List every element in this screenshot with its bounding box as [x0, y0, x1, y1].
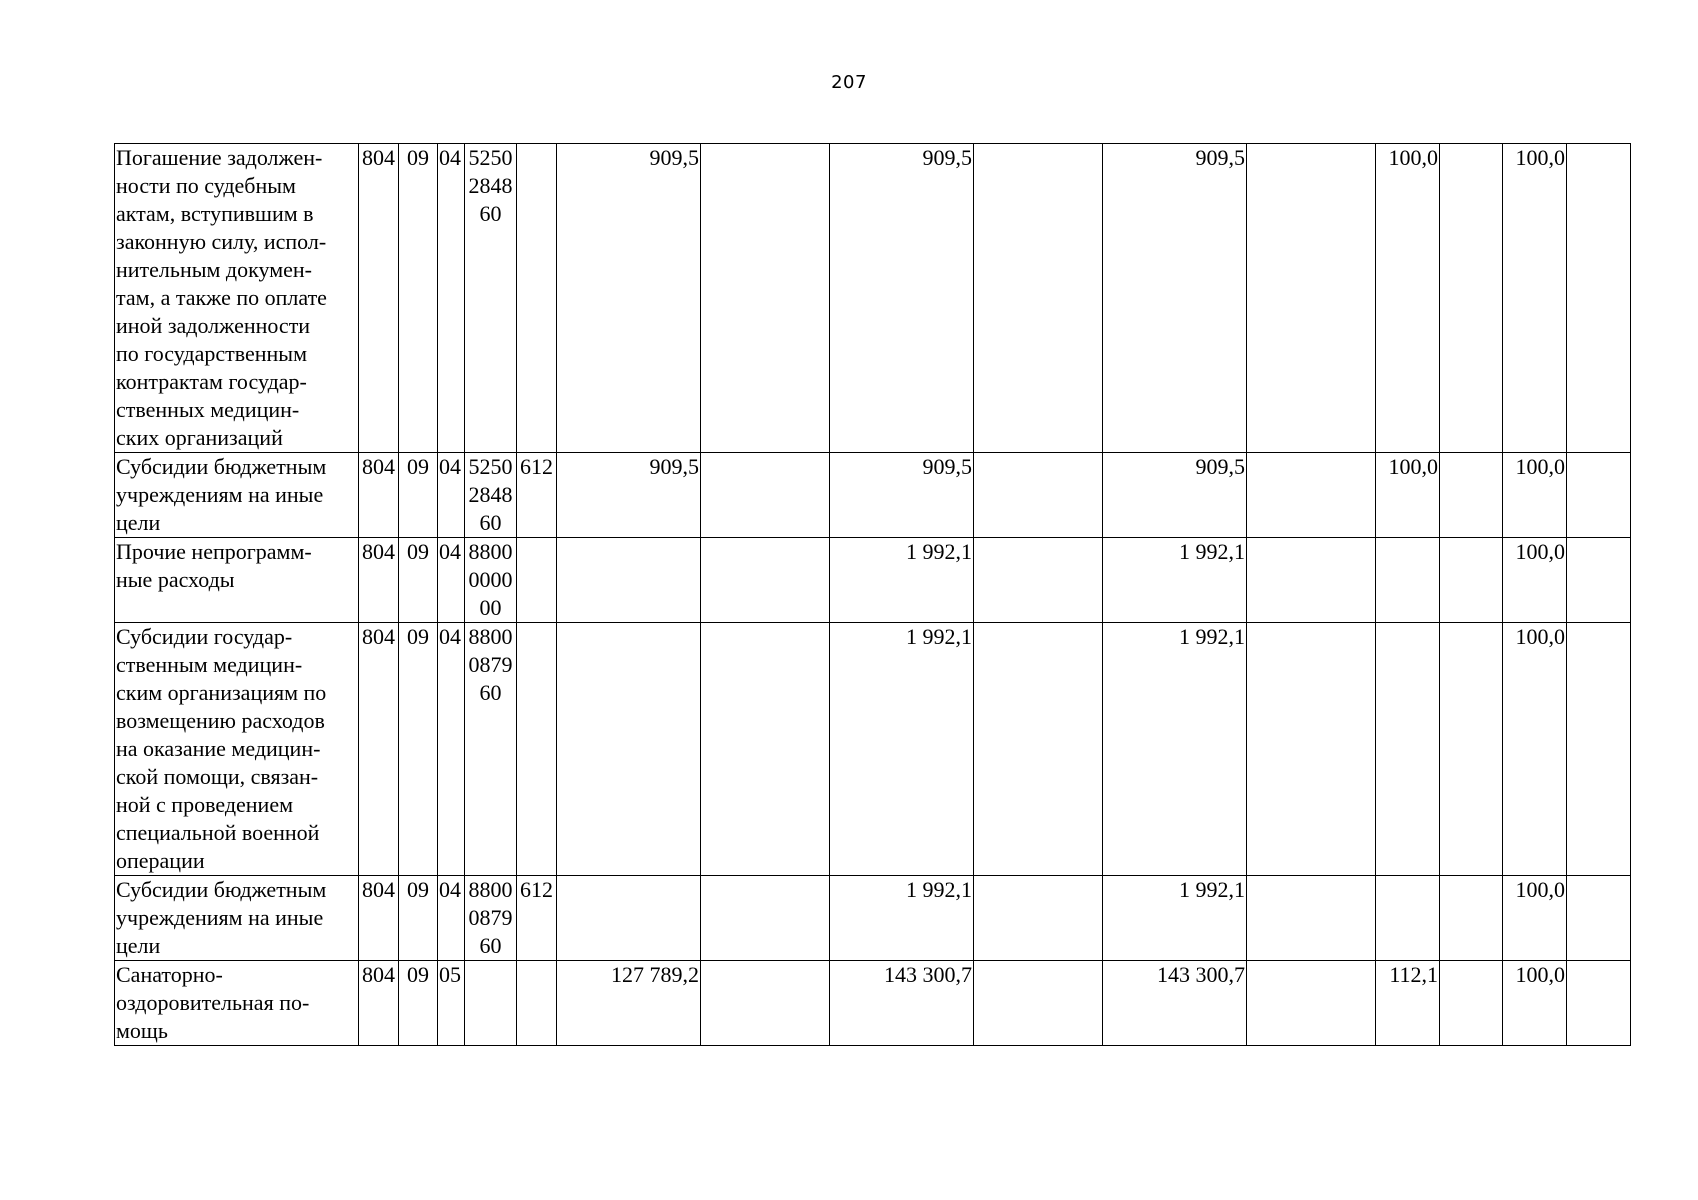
empty-cell: [1247, 453, 1376, 538]
amount-2-cell: 909,5: [830, 453, 974, 538]
expense-type-cell: 612: [517, 876, 557, 961]
subsection-code-cell: 05: [438, 961, 465, 1046]
empty-cell: [1567, 453, 1631, 538]
amount-2-cell: 1 992,1: [830, 538, 974, 623]
section-code-cell: 09: [399, 538, 438, 623]
empty-cell: [1247, 876, 1376, 961]
amount-2-cell: 909,5: [830, 144, 974, 453]
amount-3-cell: 1 992,1: [1103, 876, 1247, 961]
amount-1-cell: 909,5: [557, 144, 701, 453]
empty-cell: [701, 623, 830, 876]
amount-2-cell: 1 992,1: [830, 623, 974, 876]
percent-2-cell: 100,0: [1503, 144, 1567, 453]
empty-cell: [1567, 538, 1631, 623]
empty-cell: [1247, 961, 1376, 1046]
row-name-cell: Санаторно- оздоровительная по- мощь: [115, 961, 359, 1046]
amount-1-cell: 909,5: [557, 453, 701, 538]
percent-1-cell: 112,1: [1376, 961, 1440, 1046]
empty-cell: [1567, 623, 1631, 876]
table-row: [115, 876, 1631, 961]
table-row: [115, 538, 1631, 623]
grbs-code-cell: 804: [359, 538, 399, 623]
table-row: [115, 453, 1631, 538]
grbs-code-cell: 804: [359, 623, 399, 876]
empty-cell: [701, 876, 830, 961]
section-code-cell: 09: [399, 876, 438, 961]
amount-1-cell: [557, 538, 701, 623]
percent-2-cell: 100,0: [1503, 876, 1567, 961]
empty-cell: [974, 876, 1103, 961]
percent-2-cell: 100,0: [1503, 453, 1567, 538]
empty-cell: [1567, 144, 1631, 453]
target-article-cell: 8800 0879 60: [465, 623, 517, 876]
amount-1-cell: 127 789,2: [557, 961, 701, 1046]
budget-table: [114, 143, 1631, 1046]
section-code-cell: 09: [399, 623, 438, 876]
target-article-cell: 5250 2848 60: [465, 453, 517, 538]
empty-cell: [974, 144, 1103, 453]
percent-1-cell: [1376, 623, 1440, 876]
grbs-code-cell: 804: [359, 961, 399, 1046]
amount-3-cell: 1 992,1: [1103, 623, 1247, 876]
empty-cell: [1440, 538, 1503, 623]
percent-1-cell: 100,0: [1376, 144, 1440, 453]
row-name-cell: Прочие непрограмм- ные расходы: [115, 538, 359, 623]
target-article-cell: 8800 0879 60: [465, 876, 517, 961]
expense-type-cell: [517, 961, 557, 1046]
expense-type-cell: 612: [517, 453, 557, 538]
empty-cell: [1440, 453, 1503, 538]
subsection-code-cell: 04: [438, 876, 465, 961]
percent-1-cell: [1376, 538, 1440, 623]
subsection-code-cell: 04: [438, 144, 465, 453]
target-article-cell: 8800 0000 00: [465, 538, 517, 623]
section-code-cell: 09: [399, 961, 438, 1046]
percent-1-cell: [1376, 876, 1440, 961]
empty-cell: [701, 538, 830, 623]
expense-type-cell: [517, 144, 557, 453]
amount-1-cell: [557, 623, 701, 876]
empty-cell: [1567, 876, 1631, 961]
row-name-cell: Субсидии бюджетным учреждениям на иные цели: [115, 453, 359, 538]
grbs-code-cell: 804: [359, 144, 399, 453]
amount-3-cell: 143 300,7: [1103, 961, 1247, 1046]
subsection-code-cell: 04: [438, 623, 465, 876]
table-body: [115, 144, 1631, 1046]
empty-cell: [701, 961, 830, 1046]
empty-cell: [1440, 144, 1503, 453]
expense-type-cell: [517, 538, 557, 623]
target-article-cell: 5250 2848 60: [465, 144, 517, 453]
amount-3-cell: 909,5: [1103, 453, 1247, 538]
amount-3-cell: 909,5: [1103, 144, 1247, 453]
percent-2-cell: 100,0: [1503, 538, 1567, 623]
amount-2-cell: 1 992,1: [830, 876, 974, 961]
grbs-code-cell: 804: [359, 453, 399, 538]
empty-cell: [1440, 623, 1503, 876]
subsection-code-cell: 04: [438, 538, 465, 623]
percent-2-cell: 100,0: [1503, 623, 1567, 876]
page-number: 207: [831, 72, 867, 93]
empty-cell: [1247, 538, 1376, 623]
target-article-cell: [465, 961, 517, 1046]
empty-cell: [974, 623, 1103, 876]
amount-3-cell: 1 992,1: [1103, 538, 1247, 623]
empty-cell: [974, 453, 1103, 538]
empty-cell: [1440, 876, 1503, 961]
expense-type-cell: [517, 623, 557, 876]
empty-cell: [701, 453, 830, 538]
empty-cell: [1567, 961, 1631, 1046]
row-name-cell: Субсидии государ- ственным медицин- ским организациям по возмещению расходов на оказание медицин- ской помощи, связан- ной с проведением специальной военной операции: [115, 623, 359, 876]
empty-cell: [1247, 623, 1376, 876]
percent-1-cell: 100,0: [1376, 453, 1440, 538]
subsection-code-cell: 04: [438, 453, 465, 538]
table-row: [115, 623, 1631, 876]
empty-cell: [1247, 144, 1376, 453]
table-row: [115, 144, 1631, 453]
section-code-cell: 09: [399, 144, 438, 453]
table-row: [115, 961, 1631, 1046]
empty-cell: [974, 961, 1103, 1046]
empty-cell: [1440, 961, 1503, 1046]
empty-cell: [701, 144, 830, 453]
amount-1-cell: [557, 876, 701, 961]
amount-2-cell: 143 300,7: [830, 961, 974, 1046]
row-name-cell: Погашение задолжен- ности по судебным актам, вступившим в законную силу, испол- нительным докумен- там, а также по оплате иной задолженности по государственным контрактам государ- ственных медицин- ских организаций: [115, 144, 359, 453]
grbs-code-cell: 804: [359, 876, 399, 961]
section-code-cell: 09: [399, 453, 438, 538]
row-name-cell: Субсидии бюджетным учреждениям на иные цели: [115, 876, 359, 961]
empty-cell: [974, 538, 1103, 623]
percent-2-cell: 100,0: [1503, 961, 1567, 1046]
